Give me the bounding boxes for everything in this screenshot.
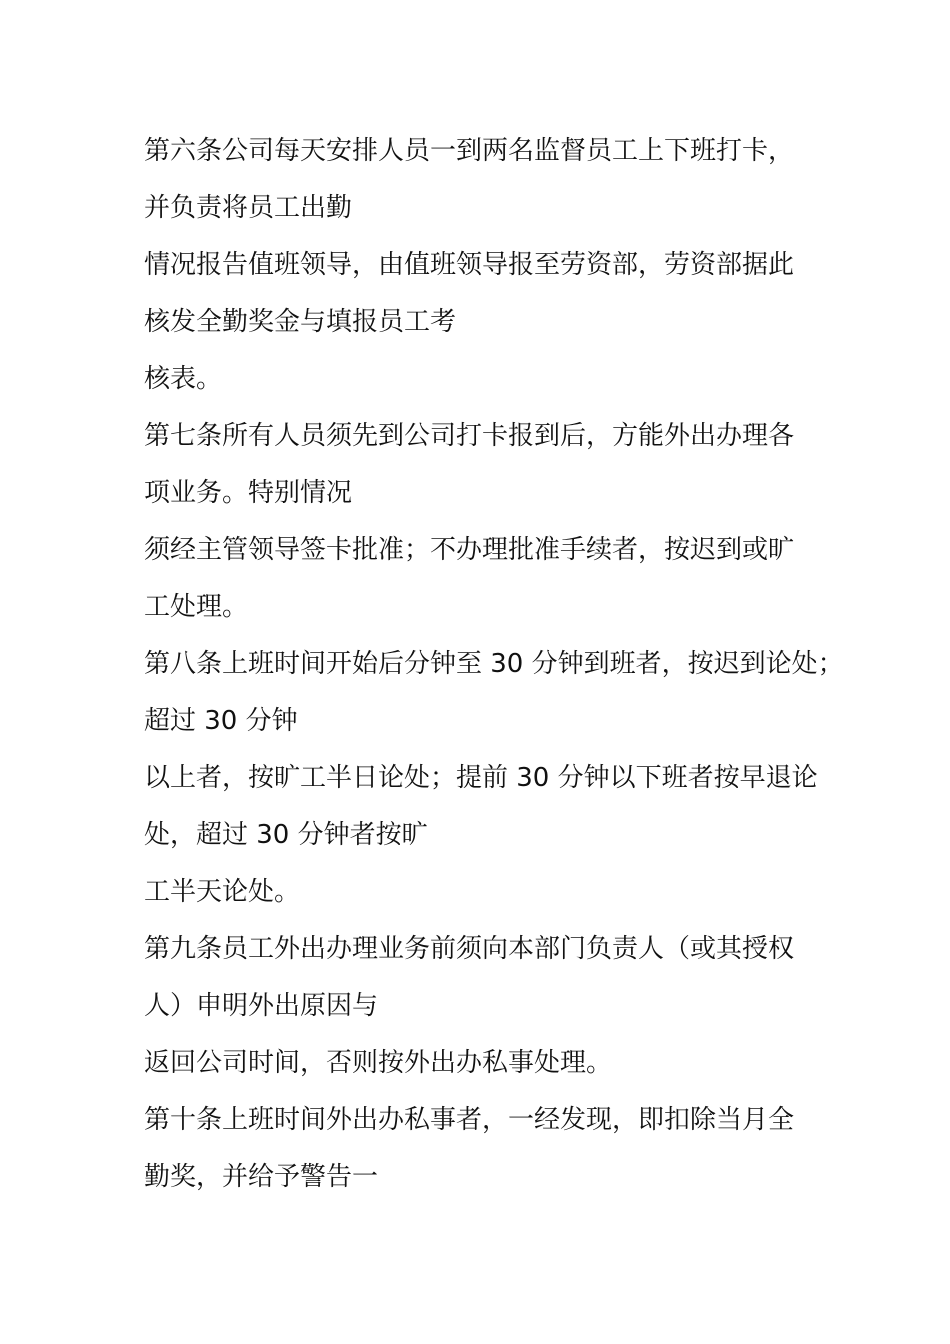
text-line: 核表。 <box>144 364 223 394</box>
text-line: 勤奖，并给予警告一 <box>144 1162 379 1192</box>
text-line: 情况报告值班领导，由值班领导报至劳资部，劳资部据此 <box>144 250 795 280</box>
text-line: 第八条上班时间开始后分钟至 30 分钟到班者，按迟到论处； <box>144 649 844 679</box>
text-line: 处，超过 30 分钟者按旷 <box>144 820 428 850</box>
text-line: 以上者，按旷工半日论处；提前 30 分钟以下班者按早退论 <box>144 763 818 793</box>
text-line: 第九条员工外出办理业务前须向本部门负责人（或其授权 <box>144 934 795 964</box>
text-line: 超过 30 分钟 <box>144 706 298 736</box>
text-line: 项业务。特别情况 <box>144 478 353 508</box>
text-line: 第十条上班时间外出办私事者，一经发现，即扣除当月全 <box>144 1105 795 1135</box>
text-line: 人）申明外出原因与 <box>144 991 379 1021</box>
text-line: 返回公司时间，否则按外出办私事处理。 <box>144 1048 613 1078</box>
text-line: 须经主管领导签卡批准；不办理批准手续者，按迟到或旷 <box>144 535 795 565</box>
text-line: 核发全勤奖金与填报员工考 <box>144 307 457 337</box>
text-line: 工半天论处。 <box>144 877 301 907</box>
text-line: 工处理。 <box>144 592 249 622</box>
text-line: 第七条所有人员须先到公司打卡报到后，方能外出办理各 <box>144 421 795 451</box>
text-line: 第六条公司每天安排人员一到两名监督员工上下班打卡， <box>144 136 795 166</box>
text-line: 并负责将员工出勤 <box>144 193 353 223</box>
